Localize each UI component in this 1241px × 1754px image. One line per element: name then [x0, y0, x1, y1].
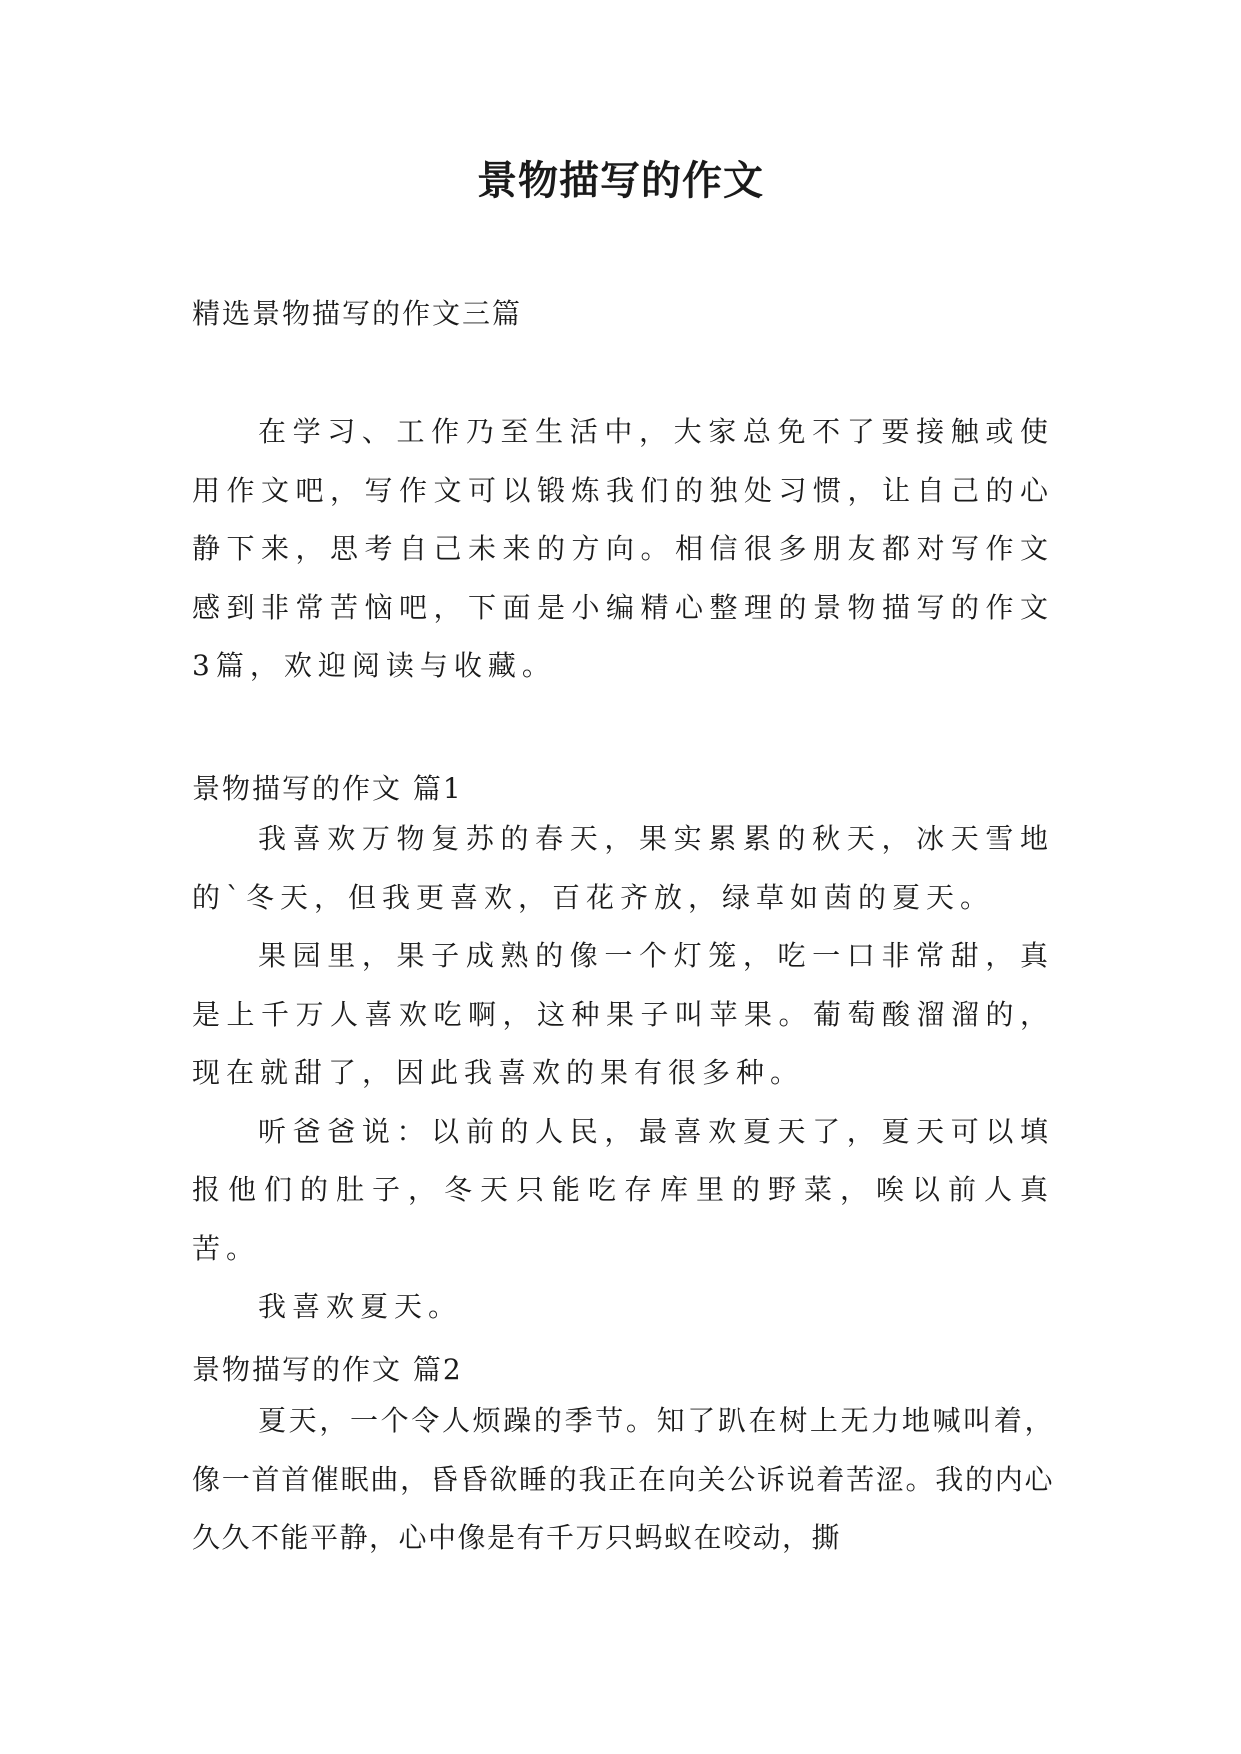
section-heading: 景物描写的作文 篇2: [192, 1353, 463, 1386]
document-title: 景物描写的作文: [477, 157, 764, 204]
section-2-body: [192, 1392, 1054, 1568]
section-1-body: [192, 810, 1054, 1337]
section-paragraph: 我喜欢夏天。: [258, 1290, 463, 1323]
section-paragraph: 听爸爸说：以前的人民，最喜欢夏天了，夏天可以填报他们的肚子，冬天只能吃存库里的野菜，唉以前人真苦。: [192, 1114, 1054, 1265]
section-paragraph: 我喜欢万物复苏的春天，果实累累的秋天，冰天雪地的`冬天，但我更喜欢，百花齐放，绿草如茵的夏天。: [192, 822, 1054, 914]
document-subtitle: 精选景物描写的作文三篇: [192, 297, 523, 330]
section-1-heading-block: [192, 769, 1054, 809]
intro-paragraph: 在学习、工作乃至生活中，大家总免不了要接触或使用作文吧，写作文可以锻炼我们的独处习惯，让自己的心静下来，思考自己未来的方向。相信很多朋友都对写作文感到非常苦恼吧，下面是小编精心整理的景物描写的作文3篇，欢迎阅读与收藏。: [192, 415, 1054, 682]
section-2-heading-block: [192, 1350, 1054, 1390]
intro-block: [192, 403, 1054, 696]
section-paragraph: 果园里，果子成熟的像一个灯笼，吃一口非常甜，真是上千万人喜欢吃啊，这种果子叫苹果。葡萄酸溜溜的，现在就甜了，因此我喜欢的果有很多种。: [192, 939, 1054, 1089]
section-heading: 景物描写的作文 篇1: [192, 772, 463, 805]
section-paragraph: 夏天，一个令人烦躁的季节。知了趴在树上无力地喊叫着，像一首首催眠曲，昏昏欲睡的我正在向关公诉说着苦涩。我的内心久久不能平静，心中像是有千万只蚂蚁在咬动，撕: [192, 1404, 1054, 1554]
